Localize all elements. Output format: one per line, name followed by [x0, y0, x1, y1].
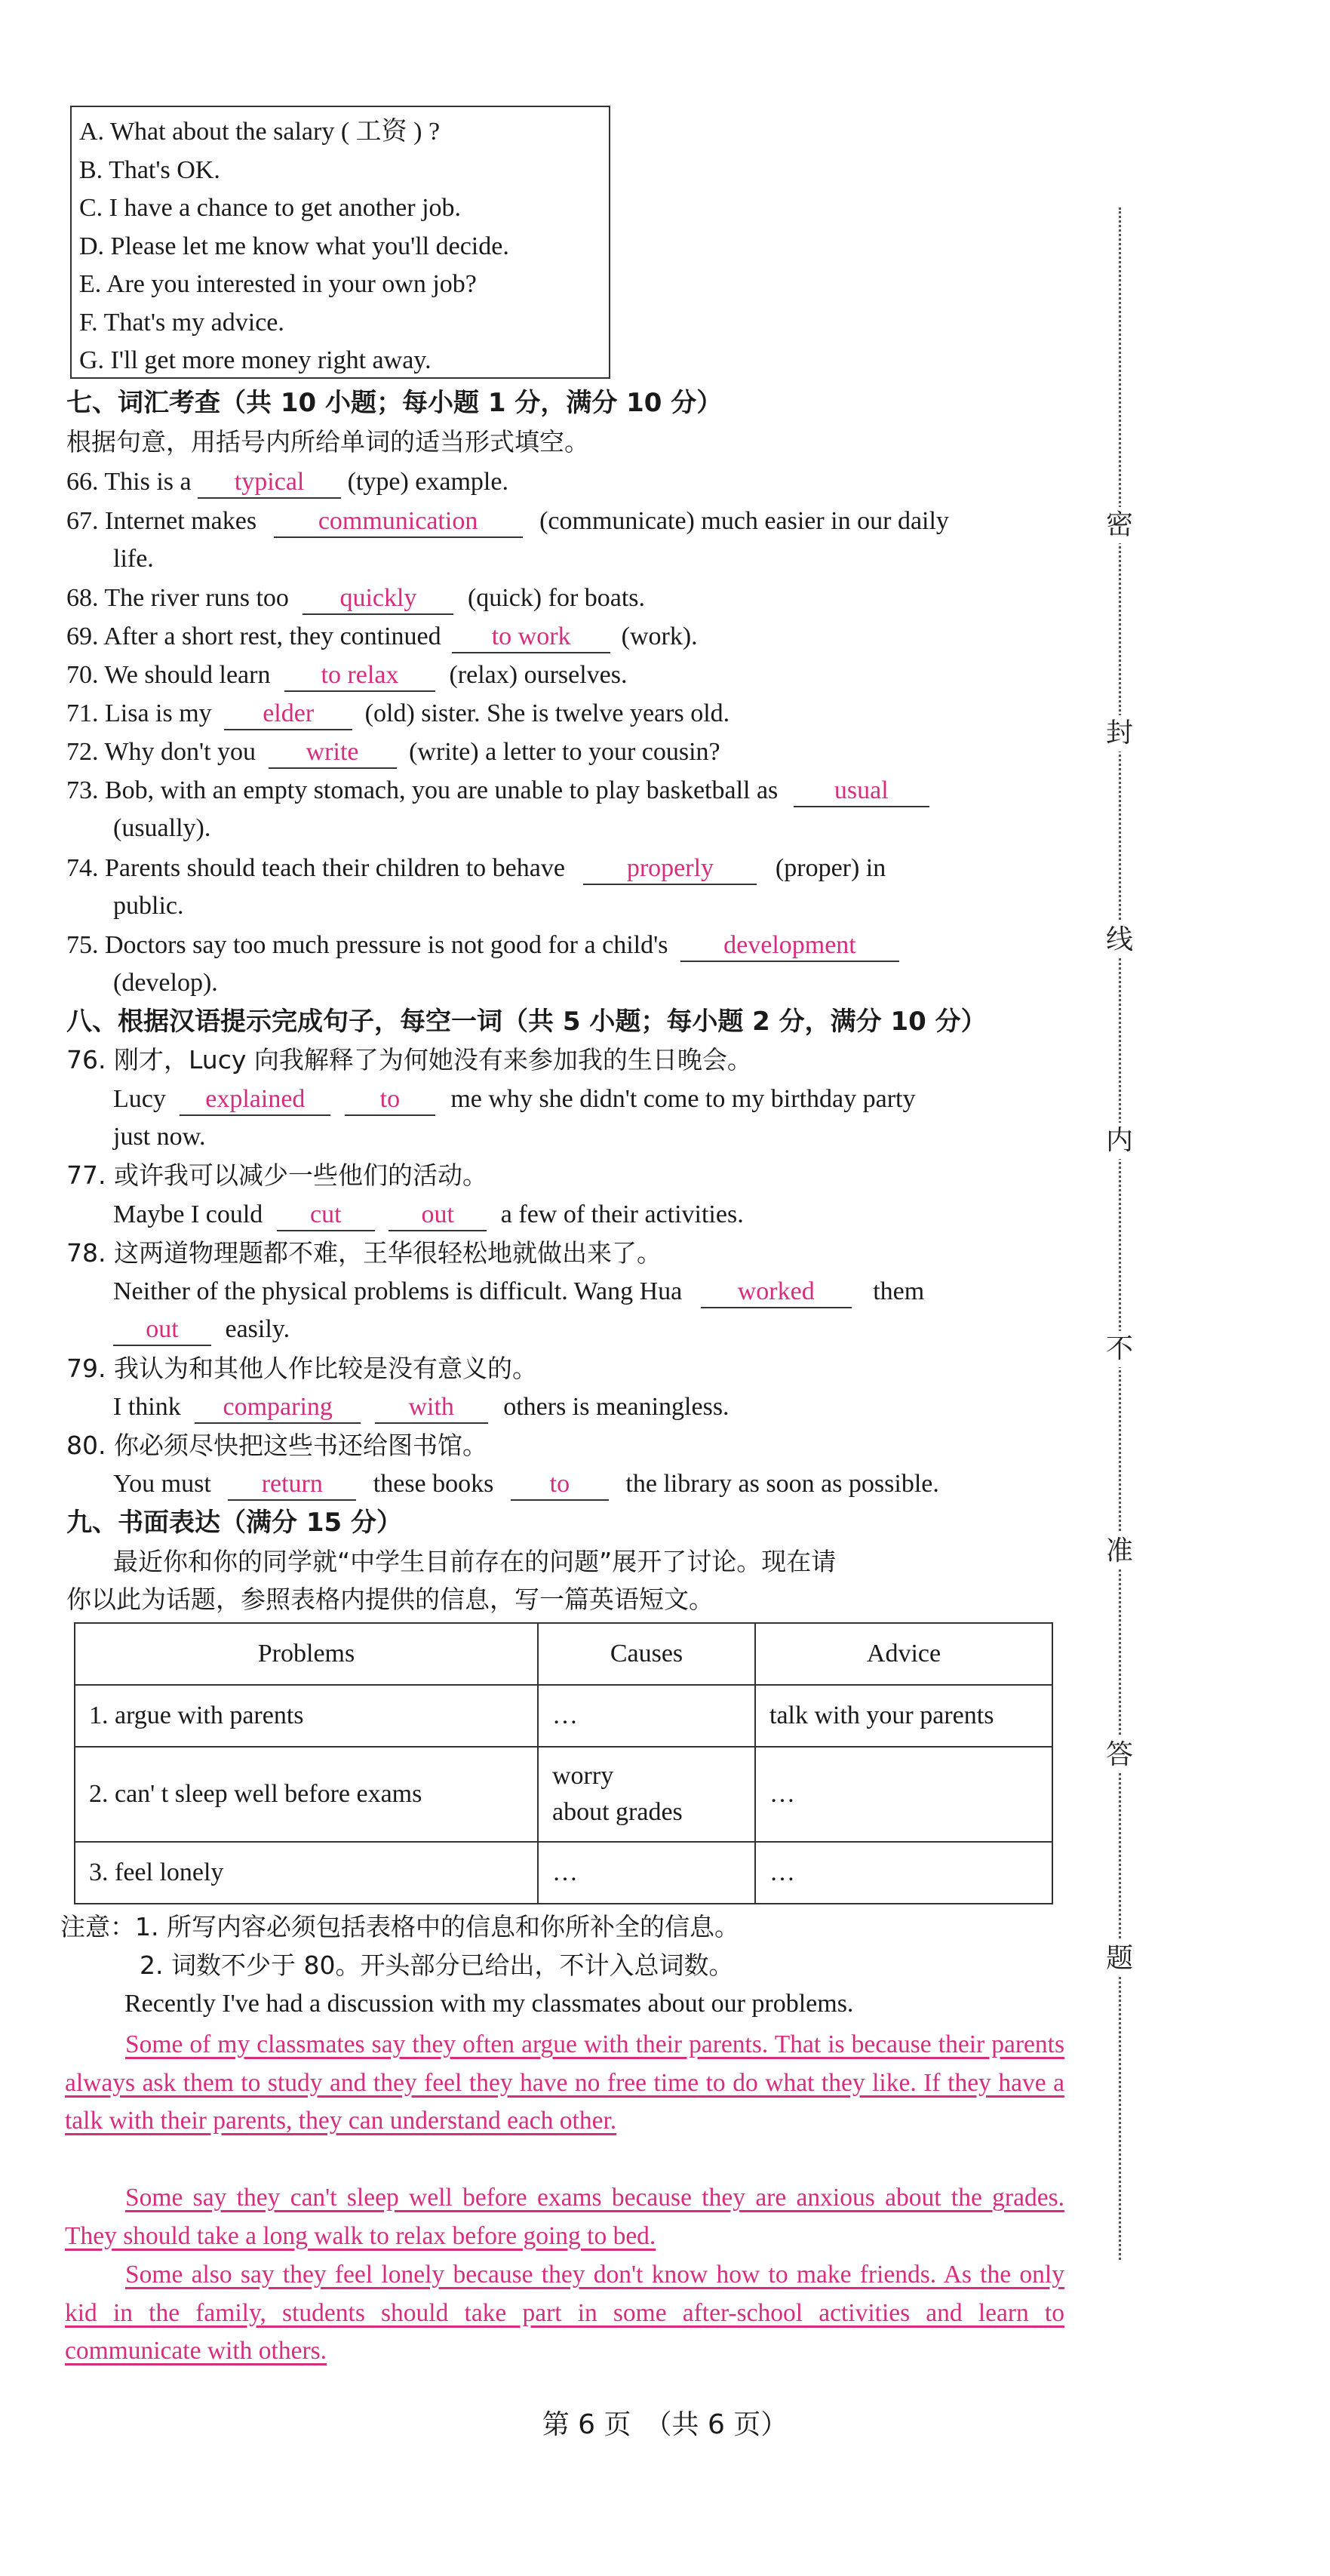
q69-hint: (work).	[621, 622, 698, 650]
note-2: 2. 词数不少于 80。开头部分已给出，不计入总词数。	[140, 1950, 734, 1980]
q74-continuation: public.	[113, 892, 184, 920]
q73-text: 73. Bob, with an empty stomach, you are unable to play basketball as	[66, 776, 779, 804]
q68-hint: (quick) for boats.	[467, 584, 646, 612]
q73-answer: usual	[794, 776, 929, 807]
row1-problem: 1. argue with parents	[75, 1685, 538, 1747]
q79-tail: others is meaningless.	[503, 1393, 730, 1421]
q76-answer-1: explained	[180, 1084, 330, 1116]
q78-answer-2: out	[113, 1314, 211, 1346]
options-box	[70, 106, 610, 379]
option-c: C. I have a chance to get another job.	[79, 194, 462, 222]
option-f: F. That's my advice.	[79, 308, 284, 337]
q74-hint: (proper) in	[775, 854, 886, 882]
q78-continuation	[113, 1311, 290, 1348]
q79-answer-1: comparing	[195, 1392, 361, 1424]
option-g: G. I'll get more money right away.	[79, 346, 432, 374]
q76-tail: me why she didn't come to my birthday party	[450, 1085, 916, 1113]
option-e: E. Are you interested in your own job?	[79, 270, 477, 298]
q73-hint: (usually).	[113, 814, 211, 842]
seal-char-feng: 封	[1103, 715, 1136, 752]
question-73	[66, 773, 929, 809]
q70-text: 70. We should learn	[66, 661, 271, 689]
q75-answer: development	[680, 930, 899, 962]
seal-char-ti: 题	[1103, 1941, 1136, 1977]
seal-char-xian: 线	[1103, 922, 1136, 958]
essay-paragraph-2-text: Some say they can't sleep well before exams because they are anxious about the grades. They should take a long walk to relax before going to bed.	[65, 2184, 1064, 2250]
q80-text: You must	[113, 1470, 211, 1498]
section7-instruction: 根据句意，用括号内所给单词的适当形式填空。	[66, 427, 589, 456]
q77-text: Maybe I could	[113, 1200, 263, 1228]
page-footer: 第 6 页 （共 6 页）	[542, 2409, 788, 2440]
table-row	[75, 1747, 1052, 1842]
q71-text: 71. Lisa is my	[66, 699, 212, 727]
q77-answer-2: out	[389, 1200, 487, 1231]
q77-prompt: 77. 或许我可以减少一些他们的活动。	[66, 1160, 487, 1190]
essay-opening: Recently I've had a discussion with my classmates about our problems.	[124, 1990, 854, 2018]
q80-tail: the library as soon as possible.	[625, 1470, 939, 1498]
seal-char-mi: 密	[1103, 507, 1136, 543]
q67-hint: (communicate) much easier in our daily	[539, 507, 949, 535]
q76-text: Lucy	[113, 1085, 166, 1113]
essay-paragraph-1	[65, 2026, 1064, 2141]
q80-prompt: 80. 你必须尽快把这些书还给图书馆。	[66, 1431, 487, 1460]
question-69	[66, 619, 698, 655]
q79-answer-2: with	[375, 1392, 488, 1424]
q77-answer-1: cut	[277, 1200, 375, 1231]
q79-text: I think	[113, 1393, 181, 1421]
question-76	[113, 1081, 915, 1117]
essay-paragraph-3-text: Some also say they feel lonely because they don't know how to make friends. As the only kid in the family, students should take part in some after-school activities and learn to communicate with others.	[65, 2261, 1064, 2365]
question-77	[113, 1197, 744, 1233]
q78-prompt: 78. 这两道物理题都不难，王华很轻松地就做出来了。	[66, 1238, 662, 1268]
header-causes: Causes	[538, 1623, 755, 1685]
question-66	[66, 464, 508, 500]
question-79	[113, 1389, 730, 1425]
q76-answer-2: to	[345, 1084, 435, 1116]
q69-answer: to work	[452, 622, 610, 653]
section9-heading: 九、书面表达（满分 15 分）	[66, 1508, 402, 1538]
writing-prompt-line1: 最近你和你的同学就“中学生目前存在的问题”展开了讨论。现在请	[113, 1547, 837, 1576]
option-b: B. That's OK.	[79, 155, 220, 184]
question-80	[113, 1466, 939, 1502]
question-75	[66, 927, 899, 964]
q78-text: Neither of the physical problems is difficult. Wang Hua	[113, 1277, 683, 1305]
q71-answer: elder	[224, 699, 352, 730]
seal-char-da: 答	[1103, 1737, 1136, 1773]
section7-heading: 七、词汇考查（共 10 小题；每小题 1 分，满分 10 分）	[66, 388, 723, 418]
question-71	[66, 696, 730, 732]
q68-text: 68. The river runs too	[66, 584, 289, 612]
option-d: D. Please let me know what you'll decide.	[79, 232, 509, 260]
q69-text: 69. After a short rest, they continued	[66, 622, 441, 650]
row2-problem: 2. can' t sleep well before exams	[75, 1747, 538, 1842]
q67-continuation: life.	[113, 545, 154, 573]
q78-answer-1: worked	[701, 1277, 852, 1308]
question-78	[113, 1274, 924, 1310]
problems-table	[74, 1622, 1053, 1904]
q77-tail: a few of their activities.	[500, 1200, 744, 1228]
row3-cause: …	[538, 1842, 755, 1904]
q75-text: 75. Doctors say too much pressure is not good for a child's	[66, 931, 668, 959]
row1-cause: …	[538, 1685, 755, 1747]
question-68	[66, 580, 645, 616]
q70-hint: (relax) ourselves.	[449, 661, 628, 689]
question-70	[66, 657, 628, 693]
q70-answer: to relax	[284, 660, 435, 692]
q66-text: 66. This is a	[66, 468, 192, 496]
q78-end: easily.	[225, 1315, 290, 1343]
table-row	[75, 1685, 1052, 1747]
row2-advice: …	[755, 1747, 1052, 1842]
essay-paragraph-2	[65, 2179, 1064, 2255]
q67-answer: communication	[274, 506, 523, 538]
option-a: A. What about the salary ( 工资 ) ?	[79, 118, 441, 146]
header-advice: Advice	[755, 1623, 1052, 1685]
seal-char-bu: 不	[1103, 1331, 1136, 1367]
q68-answer: quickly	[303, 583, 453, 615]
question-72	[66, 734, 720, 770]
row3-advice: …	[755, 1842, 1052, 1904]
row1-advice: talk with your parents	[755, 1685, 1052, 1747]
q75-hint: (develop).	[113, 969, 218, 997]
table-row	[75, 1842, 1052, 1904]
q74-text: 74. Parents should teach their children to behave	[66, 854, 565, 882]
q72-text: 72. Why don't you	[66, 738, 256, 766]
row2-cause-line1: worry	[552, 1762, 614, 1790]
q66-answer: typical	[198, 467, 341, 499]
row3-problem: 3. feel lonely	[75, 1842, 538, 1904]
q76-prompt: 76. 刚才，Lucy 向我解释了为何她没有来参加我的生日晚会。	[66, 1045, 752, 1074]
q72-hint: (write) a letter to your cousin?	[409, 738, 720, 766]
q66-hint: (type) example.	[347, 468, 508, 496]
q74-answer: properly	[583, 853, 757, 885]
q79-prompt: 79. 我认为和其他人作比较是没有意义的。	[66, 1354, 537, 1383]
q80-mid: these books	[373, 1470, 494, 1498]
row2-cause	[538, 1747, 755, 1842]
header-problems: Problems	[75, 1623, 538, 1685]
section8-heading: 八、根据汉语提示完成句子，每空一词（共 5 小题；每小题 2 分，满分 10 分）	[66, 1007, 987, 1037]
q67-text: 67. Internet makes	[66, 507, 257, 535]
seal-char-nei: 内	[1103, 1123, 1136, 1159]
table-header-row	[75, 1623, 1052, 1685]
essay-paragraph-1-text: Some of my classmates say they often argue with their parents. That is because their parents always ask them to study and they feel they have no free time to do what they like. If they have a talk with their parents, they can understand each other.	[65, 2030, 1064, 2135]
writing-prompt-line2: 你以此为话题，参照表格内提供的信息，写一篇英语短文。	[66, 1585, 714, 1614]
q71-hint: (old) sister. She is twelve years old.	[364, 699, 730, 727]
q72-answer: write	[269, 737, 397, 769]
question-67	[66, 503, 1066, 539]
q76-continuation: just now.	[113, 1123, 206, 1151]
row2-cause-line2: about grades	[552, 1798, 683, 1826]
q80-answer-1: return	[228, 1469, 356, 1501]
question-74	[66, 850, 886, 887]
q80-answer-2: to	[511, 1469, 609, 1501]
seal-char-zhun: 准	[1103, 1533, 1136, 1569]
q78-tail: them	[873, 1277, 925, 1305]
note-1: 注意：1. 所写内容必须包括表格中的信息和你所补全的信息。	[60, 1912, 739, 1941]
essay-paragraph-3	[65, 2256, 1064, 2371]
